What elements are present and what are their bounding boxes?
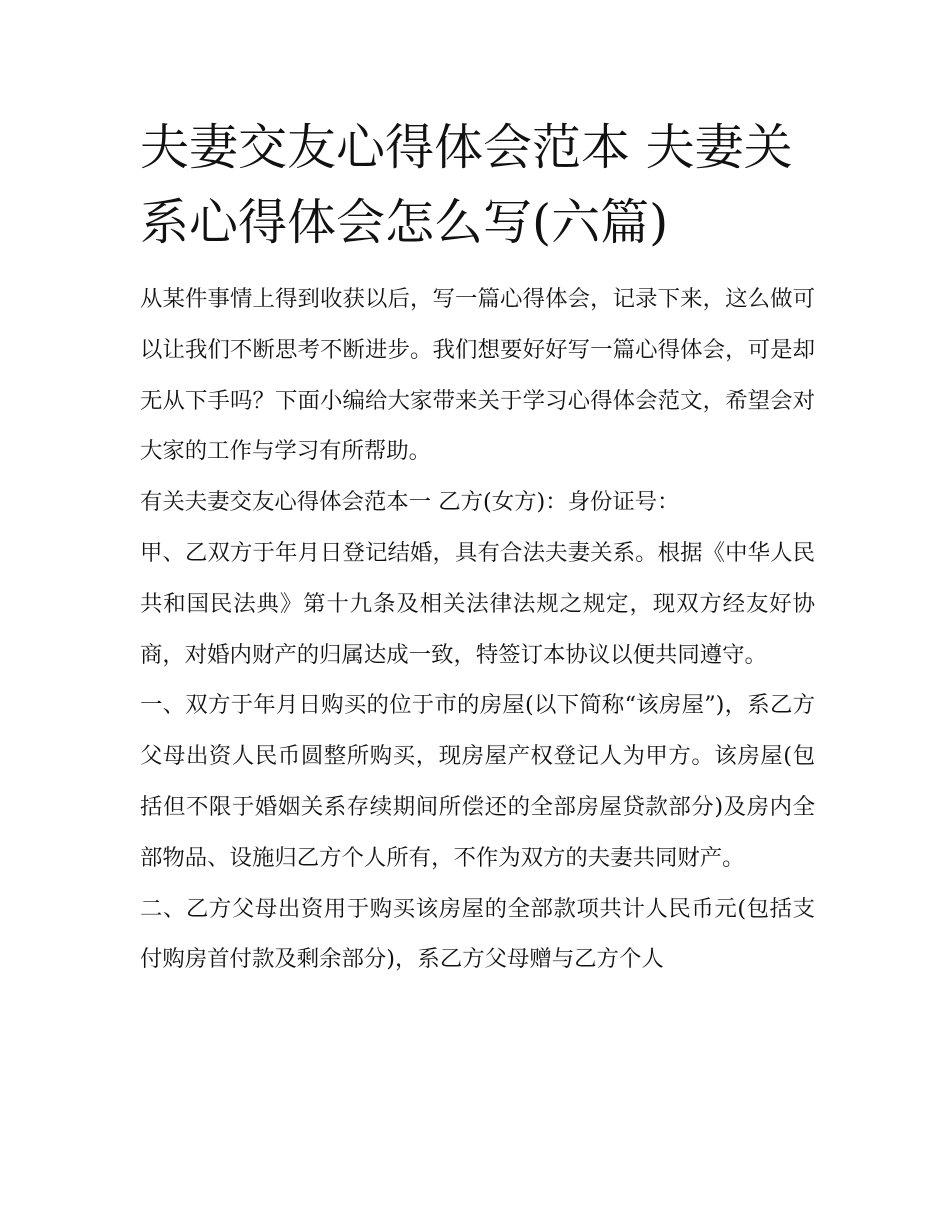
intro-paragraph: 从某件事情上得到收获以后，写一篇心得体会，记录下来，这么做可以让我们不断思考不断进步。我们想要好好写一篇心得体会，可是却无从下手吗？下面小编给大家带来关于学习心得体会范文，希望会对大家的工作与学习有所帮助。 bbox=[140, 286, 815, 465]
clause-two: 二、乙方父母出资用于购买该房屋的全部款项共计人民币元(包括支付购房首付款及剩余部分)，系乙方父母赠与乙方个人 bbox=[140, 895, 815, 973]
clause-one: 一、双方于年月日购买的位于市的房屋(以下简称“该房屋”)，系乙方父母出资人民币圆整所购买，现房屋产权登记人为甲方。该房屋(包括但不限于婚姻关系存续期间所偿还的全部房屋贷款部分)及房内全部物品、设施归乙方个人所有，不作为双方的夫妻共同财产。 bbox=[140, 692, 815, 871]
section-heading: 有关夫妻交友心得体会范本一 乙方(女方)：身份证号： bbox=[140, 489, 680, 516]
agreement-preamble: 甲、乙双方于年月日登记结婚，具有合法夫妻关系。根据《中华人民共和国民法典》第十九条及相关法律法规之规定，现双方经友好协商，对婚内财产的归属达成一致，特签订本协议以便共同遵守。 bbox=[140, 539, 815, 668]
document-page bbox=[140, 110, 815, 985]
document-title: 夫妻交友心得体会范本 夫妻关系心得体会怎么写(六篇) bbox=[140, 119, 793, 251]
